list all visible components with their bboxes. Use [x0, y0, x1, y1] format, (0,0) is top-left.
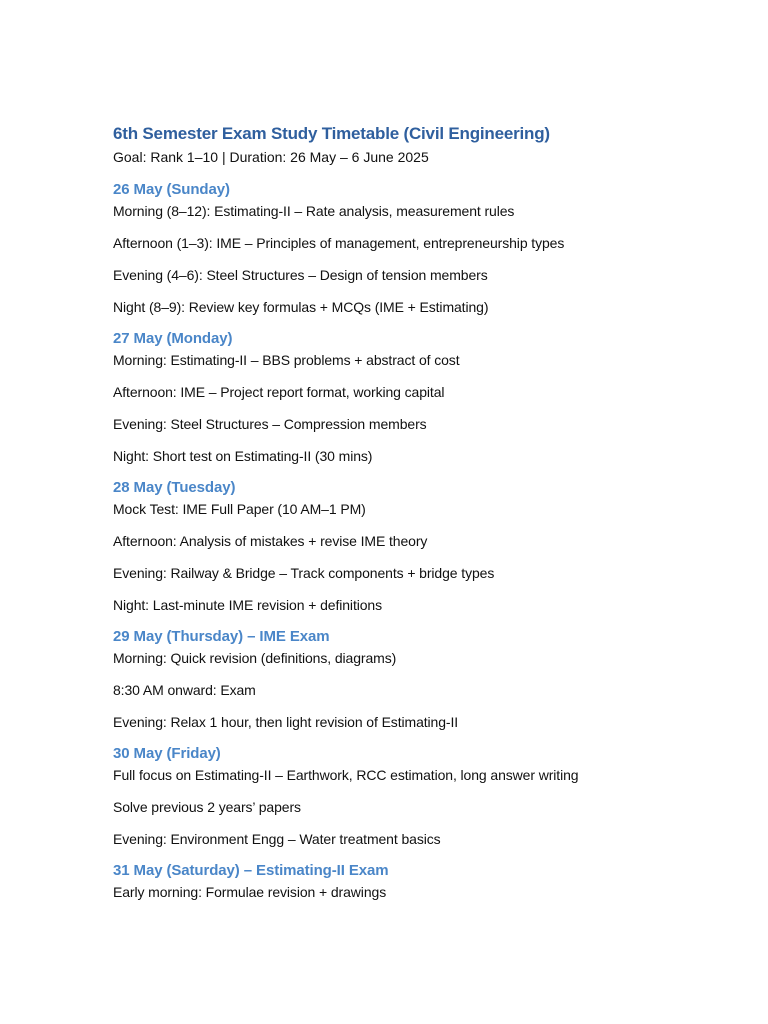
schedule-entry: Early morning: Formulae revision + drawings [113, 884, 387, 900]
day-section-27-may [113, 328, 733, 466]
schedule-entry: Mock Test: IME Full Paper (10 AM–1 PM) [113, 501, 366, 517]
document-title: 6th Semester Exam Study Timetable (Civil Engineering) [113, 124, 550, 143]
day-heading: 28 May (Tuesday) [113, 479, 236, 496]
day-section-31-may [113, 860, 733, 902]
schedule-entry: Afternoon: Analysis of mistakes + revise IME theory [113, 533, 428, 549]
schedule-entry: Afternoon (1–3): IME – Principles of management, entrepreneurship types [113, 235, 565, 251]
day-section-29-may [113, 626, 733, 732]
schedule-entry: Morning (8–12): Estimating-II – Rate analysis, measurement rules [113, 203, 515, 219]
schedule-entry: 8:30 AM onward: Exam [113, 682, 256, 698]
day-heading: 30 May (Friday) [113, 745, 221, 762]
schedule-entry: Evening: Environment Engg – Water treatment basics [113, 831, 441, 847]
schedule-entry: Morning: Estimating-II – BBS problems + abstract of cost [113, 352, 460, 368]
schedule-entry: Full focus on Estimating-II – Earthwork, RCC estimation, long answer writing [113, 767, 579, 783]
day-heading: 31 May (Saturday) – Estimating-II Exam [113, 862, 389, 879]
day-section-26-may [113, 179, 733, 317]
schedule-entry: Evening: Steel Structures – Compression members [113, 416, 427, 432]
schedule-entry: Evening: Relax 1 hour, then light revision of Estimating-II [113, 714, 459, 730]
schedule-entry: Night (8–9): Review key formulas + MCQs (IME + Estimating) [113, 299, 489, 315]
schedule-entry: Evening (4–6): Steel Structures – Design of tension members [113, 267, 488, 283]
schedule-entry: Evening: Railway & Bridge – Track components + bridge types [113, 565, 495, 581]
document-page [113, 122, 733, 902]
document-subtitle: Goal: Rank 1–10 | Duration: 26 May – 6 June 2025 [113, 149, 429, 165]
day-section-30-may [113, 743, 733, 849]
day-section-28-may [113, 477, 733, 615]
day-heading: 27 May (Monday) [113, 330, 233, 347]
schedule-entry: Afternoon: IME – Project report format, working capital [113, 384, 445, 400]
schedule-entry: Solve previous 2 years’ papers [113, 799, 301, 815]
schedule-entry: Night: Short test on Estimating-II (30 mins) [113, 448, 373, 464]
schedule-entry: Night: Last-minute IME revision + definitions [113, 597, 383, 613]
schedule-entry: Morning: Quick revision (definitions, diagrams) [113, 650, 397, 666]
day-heading: 26 May (Sunday) [113, 181, 230, 198]
day-heading: 29 May (Thursday) – IME Exam [113, 628, 330, 645]
